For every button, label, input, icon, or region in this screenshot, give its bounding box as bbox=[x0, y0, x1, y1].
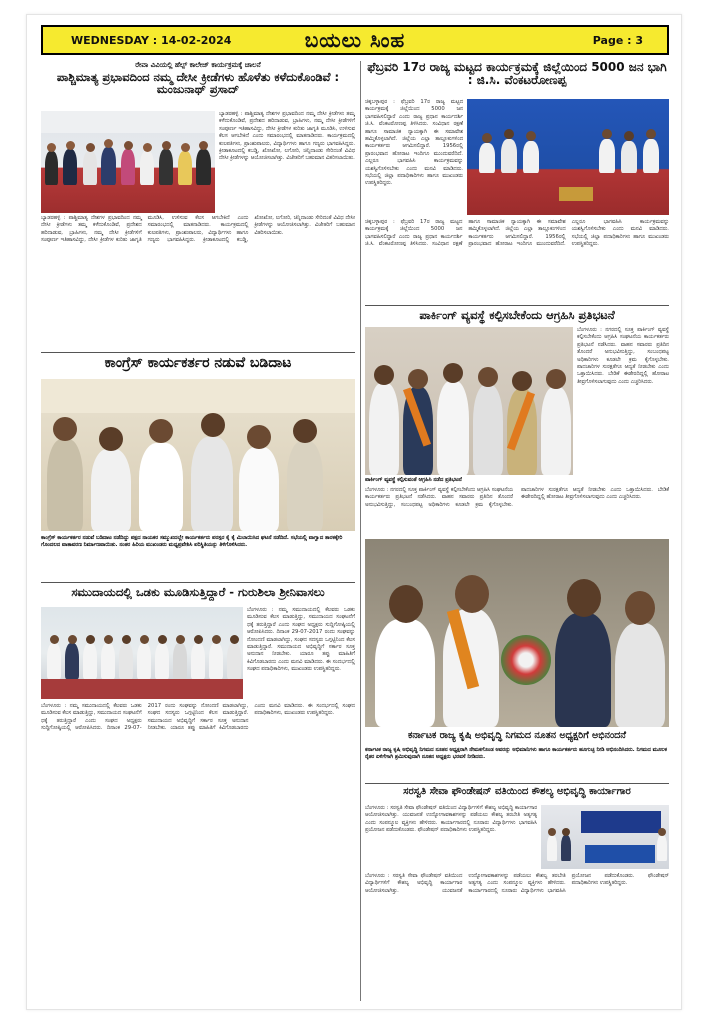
divider bbox=[365, 305, 669, 306]
article6-headline: ಕರ್ನಾಟಕ ರಾಜ್ಯ ಕೃಷಿ ಅಭಿವೃದ್ಧಿ ನಿಗಮದ ನೂತನ ಅಧ್ಯಕ್ಷರಿಗೆ ಅಭಿನಂದನೆ bbox=[408, 731, 626, 741]
article1-photo bbox=[41, 111, 215, 213]
article4-headline: ಫೆಬ್ರವರಿ 17ರ ರಾಜ್ಯ ಮಟ್ಟದ ಕಾರ್ಯಕ್ರಮಕ್ಕೆ ಜಿಲ್ಲೆಯಿಂದ 5000 ಜನ ಭಾಗಿ : ಜಿ.ಸಿ. ವೆಂಕಟರೋಣಪ್ಪ bbox=[367, 61, 667, 87]
article4-body: ಚಿಕ್ಕಬಳ್ಳಾಪುರ : ಫೆಬ್ರವರಿ 17ರ ರಾಜ್ಯ ಮಟ್ಟದ ಕಾರ್ಯಕ್ರಮಕ್ಕೆ ಜಿಲ್ಲೆಯಿಂದ 5000 ಜನ ಭಾಗವಹಿಸಲಿದ್ದಾರೆ ಎಂದು ರಾಜ್ಯ ಪ್ರಧಾನ ಕಾರ್ಯದರ್ಶಿ ಜಿ.ಸಿ. ವೆಂಕಟರೋಣಪ್ಪ ತಿಳಿಸಿದರು. ಸಂವಿಧಾನ ರಕ್ಷಣೆ ಹಾಗೂ ಸಾಮಾಜಿಕ ನ್ಯಾಯಕ್ಕಾಗಿ ಈ ಸಮಾವೇಶ ಹಮ್ಮಿಕೊಳ್ಳಲಾಗಿದೆ. ಜಿಲ್ಲೆಯ ಎಲ್ಲಾ ತಾಲ್ಲೂಕುಗಳಿಂದ ಕಾರ್ಯಕರ್ತರು ಆಗಮಿಸಲಿದ್ದಾರೆ. 1956ರಲ್ಲಿ ಪ್ರಾರಂಭವಾದ ಹೋರಾಟ ಇಂದಿಗೂ ಮುಂದುವರೆದಿದೆ. ಎಲ್ಲರೂ ಭಾಗವಹಿಸಿ ಕಾರ್ಯಕ್ರಮವನ್ನು ಯಶಸ್ವಿಗೊಳಿಸಬೇಕು ಎಂದು ಮನವಿ ಮಾಡಿದರು. ಸಭೆಯಲ್ಲಿ ಜಿಲ್ಲಾ ಪದಾಧಿಕಾರಿಗಳು ಹಾಗೂ ಮುಖಂಡರು ಉಪಸ್ಥಿತರಿದ್ದರು. bbox=[365, 219, 669, 248]
article5-caption: ಪಾರ್ಕಿಂಗ್ ವ್ಯವಸ್ಥೆ ಕಲ್ಪಿಸುವಂತೆ ಆಗ್ರಹಿಸಿ ನಡೆದ ಪ್ರತಿಭಟನೆ bbox=[365, 477, 462, 483]
article7-body: ಬೆಂಗಳೂರು : ಸರಸ್ವತಿ ಸೇವಾ ಫೌಂಡೇಷನ್ ವತಿಯಿಂದ ವಿದ್ಯಾರ್ಥಿಗಳಿಗೆ ಕೌಶಲ್ಯ ಅಭಿವೃದ್ಧಿ ಕಾರ್ಯಾಗಾರ ಆಯೋಜಿಸಲಾಗಿತ್ತು. ಯುವಜನತೆ ಉದ್ಯೋಗಾವಕಾಶಗಳನ್ನು ಪಡೆಯಲು ಕೌಶಲ್ಯ ತರಬೇತಿ ಅತ್ಯಗತ್ಯ ಎಂದು ಸಂಪನ್ಮೂಲ ವ್ಯಕ್ತಿಗಳು ಹೇಳಿದರು. ಕಾರ್ಯಾಗಾರದಲ್ಲಿ ನೂರಾರು ವಿದ್ಯಾರ್ಥಿಗಳು ಭಾಗವಹಿಸಿ ಪ್ರಯೋಜನ ಪಡೆದುಕೊಂಡರು. ಫೌಂಡೇಷನ್ ಪದಾಧಿಕಾರಿಗಳು ಉಪಸ್ಥಿತರಿದ್ದರು. bbox=[365, 873, 669, 894]
article3-headline: ಸಮುದಾಯದಲ್ಲಿ ಒಡಕು ಮೂಡಿಸುತ್ತಿದ್ದಾರೆ - ಗುರುಶಿಲಾ ಶ್ರೀನಿವಾಸಲು bbox=[71, 586, 325, 599]
masthead-date: WEDNESDAY : 14-02-2024 bbox=[71, 34, 232, 47]
article1-body: ಬ್ಯಾಡರಹಳ್ಳಿ : ಪಾಶ್ಚಿಮಾತ್ಯ ದೇಶಗಳ ಪ್ರಭಾವದಿಂದ ನಮ್ಮ ದೇಸೀ ಕ್ರೀಡೆಗಳು ತಮ್ಮ ಕಳೆದುಕೊಂಡಿವೆ, ಪ್ರದೇಶದ ಹರಿದಾಡುವ, ಬ್ರಾಹಿಗಳು, ನಮ್ಮ ದೇಸೀ ಕ್ರೀಡೆಗಳಿಗೆ ಸಂಪೂರ್ಣ ಇತಿಹಾಸವಿದ್ದು, ದೇಸೀ ಕ್ರೀಡೆಗಳ ಕುರಿತು ಜಾಗೃತಿ ಮೂಡಿಸಿ, ಉಳಿಸುವ ಕೆಲಸ ಆಗಬೇಕಿದೆ ಎಂದು ಸಮಾರಂಭದಲ್ಲಿ ಮಾತನಾಡಿದರು. ಕಾರ್ಯಕ್ರಮದಲ್ಲಿ ಕುಲಪತಿಗಳು, ಪ್ರಾಂಶುಪಾಲರು, ವಿದ್ಯಾರ್ಥಿಗಳು ಹಾಗೂ ಗಣ್ಯರು ಭಾಗವಹಿಸಿದ್ದರು. ಕ್ರೀಡಾಕೂಟದಲ್ಲಿ ಕಬಡ್ಡಿ, ಖೋಖೋ, ಲಗೋರಿ, ಚಿನ್ನಿದಾಂಡು ಸೇರಿದಂತೆ ವಿವಿಧ ದೇಸೀ ಕ್ರೀಡೆಗಳನ್ನು ಆಯೋಜಿಸಲಾಗಿತ್ತು. ವಿಜೇತರಿಗೆ ಬಹುಮಾನ ವಿತರಿಸಲಾಯಿತು. bbox=[41, 215, 355, 244]
article3-photo bbox=[41, 607, 243, 699]
article2-caption: ಕಾಂಗ್ರೆಸ್ ಕಾರ್ಯಕರ್ತರ ನಡುವೆ ಬಡಿದಾಟ ನಡೆದಿದ್ದು ಪಕ್ಷದ ನಾಯಕರ ಸಮ್ಮುಖದಲ್ಲೇ ಕಾರ್ಯಕರ್ತರು ಪರಸ್ಪರ ಕೈ ಕೈ ಮಿಲಾಯಿಸಿದ ಘಟನೆ ನಡೆದಿದೆ. ಸಭೆಯಲ್ಲಿ ವಾಗ್ವಾದ ತಾರಕಕ್ಕೇರಿ ಗೊಂದಲದ ವಾತಾವರಣ ನಿರ್ಮಾಣವಾಯಿತು. ನಂತರ ಹಿರಿಯ ಮುಖಂಡರು ಮಧ್ಯಪ್ರವೇಶಿಸಿ ಪರಿಸ್ಥಿತಿಯನ್ನು ತಿಳಿಗೊಳಿಸಿದರು. bbox=[41, 535, 343, 548]
divider bbox=[41, 352, 355, 353]
article7-body-left: ಬೆಂಗಳೂರು : ಸರಸ್ವತಿ ಸೇವಾ ಫೌಂಡೇಷನ್ ವತಿಯಿಂದ ವಿದ್ಯಾರ್ಥಿಗಳಿಗೆ ಕೌಶಲ್ಯ ಅಭಿವೃದ್ಧಿ ಕಾರ್ಯಾಗಾರ ಆಯೋಜಿಸಲಾಗಿತ್ತು. ಯುವಜನತೆ ಉದ್ಯೋಗಾವಕಾಶಗಳನ್ನು ಪಡೆಯಲು ಕೌಶಲ್ಯ ತರಬೇತಿ ಅತ್ಯಗತ್ಯ ಎಂದು ಸಂಪನ್ಮೂಲ ವ್ಯಕ್ತಿಗಳು ಹೇಳಿದರು. ಕಾರ್ಯಾಗಾರದಲ್ಲಿ ನೂರಾರು ವಿದ್ಯಾರ್ಥಿಗಳು ಭಾಗವಹಿಸಿ ಪ್ರಯೋಜನ ಪಡೆದುಕೊಂಡರು. ಫೌಂಡೇಷನ್ ಪದಾಧಿಕಾರಿಗಳು ಉಪಸ್ಥಿತರಿದ್ದರು. bbox=[365, 805, 537, 834]
newspaper-page bbox=[26, 14, 682, 1010]
article6-body: ಕರ್ನಾಟಕ ರಾಜ್ಯ ಕೃಷಿ ಅಭಿವೃದ್ಧಿ ನಿಗಮದ ನೂತನ ಅಧ್ಯಕ್ಷರಾಗಿ ನೇಮಕಗೊಂಡ ಅವರನ್ನು ಅಭಿಮಾನಿಗಳು ಹಾಗೂ ಕಾರ್ಯಕರ್ತರು ಹೂಗುಚ್ಛ ನೀಡಿ ಅಭಿನಂದಿಸಿದರು. ನಿಗಮದ ಮೂಲಕ ರೈತರ ಏಳಿಗೆಗಾಗಿ ಶ್ರಮಿಸುವುದಾಗಿ ನೂತನ ಅಧ್ಯಕ್ಷರು ಭರವಸೆ ನೀಡಿದರು. bbox=[365, 747, 667, 760]
article3-body: ಬೆಂಗಳೂರು : ನಮ್ಮ ಸಮುದಾಯದಲ್ಲಿ ಕೆಲವರು ಒಡಕು ಮೂಡಿಸುವ ಕೆಲಸ ಮಾಡುತ್ತಿದ್ದು, ಸಮುದಾಯದ ಸಂಘಟನೆಗೆ ಧಕ್ಕೆ ತರುತ್ತಿದ್ದಾರೆ ಎಂದು ಸಂಘದ ಅಧ್ಯಕ್ಷರು ಸುದ್ದಿಗೋಷ್ಠಿಯಲ್ಲಿ ಆರೋಪಿಸಿದರು. ದಿನಾಂಕ 29-07-2017 ರಂದು ಸಂಘವನ್ನು ನೋಂದಣಿ ಮಾಡಲಾಗಿದ್ದು, ಸಂಘದ ಸದಸ್ಯರು ಒಗ್ಗಟ್ಟಿನಿಂದ ಕೆಲಸ ಮಾಡುತ್ತಿದ್ದಾರೆ. ಸಮುದಾಯದ ಅಭಿವೃದ್ಧಿಗೆ ಸರ್ಕಾರ ಸೂಕ್ತ ಅನುದಾನ ನೀಡಬೇಕು. ಯಾರೂ ತಪ್ಪು ಮಾಹಿತಿಗೆ ಕಿವಿಗೊಡಬಾರದು ಎಂದು ಮನವಿ ಮಾಡಿದರು. ಈ ಸಂದರ್ಭದಲ್ಲಿ ಸಂಘದ ಪದಾಧಿಕಾರಿಗಳು, ಮುಖಂಡರು ಉಪಸ್ಥಿತರಿದ್ದರು. bbox=[41, 703, 355, 732]
divider bbox=[41, 582, 355, 583]
article1-kicker: ರೇವಾ ವಿವಿಯಲ್ಲಿ ಹೆಲ್ಪ್ ಕಾಲೇಜ್ ಕಾರ್ಯಕ್ರಮಕ್ಕೆ ಚಾಲನೆ bbox=[135, 61, 261, 69]
column-divider bbox=[360, 61, 361, 1001]
article7-photo bbox=[541, 805, 669, 869]
article5-body: ಬೆಂಗಳೂರು : ನಗರದಲ್ಲಿ ಸೂಕ್ತ ಪಾರ್ಕಿಂಗ್ ವ್ಯವಸ್ಥೆ ಕಲ್ಪಿಸಬೇಕೆಂದು ಆಗ್ರಹಿಸಿ ಸಂಘಟನೆಯ ಕಾರ್ಯಕರ್ತರು ಪ್ರತಿಭಟನೆ ನಡೆಸಿದರು. ವಾಹನ ಸವಾರರು ಪ್ರತಿದಿನ ತೊಂದರೆ ಅನುಭವಿಸುತ್ತಿದ್ದು, ಸಂಬಂಧಪಟ್ಟ ಅಧಿಕಾರಿಗಳು ಕೂಡಲೇ ಕ್ರಮ ಕೈಗೊಳ್ಳಬೇಕು. ಪಾದಚಾರಿಗಳ ಸುರಕ್ಷತೆಗೂ ಆದ್ಯತೆ ನೀಡಬೇಕು ಎಂದು ಒತ್ತಾಯಿಸಿದರು. ಬೇಡಿಕೆ ಈಡೇರದಿದ್ದಲ್ಲಿ ಹೋರಾಟ ತೀವ್ರಗೊಳಿಸಲಾಗುವುದು ಎಂದು ಎಚ್ಚರಿಸಿದರು. bbox=[365, 487, 669, 508]
masthead-title: ಬಯಲು ಸಿಂಹ bbox=[304, 28, 406, 52]
page-number: Page : 3 bbox=[592, 34, 643, 47]
article5-photo bbox=[365, 327, 573, 475]
article1-headline: ಪಾಶ್ಚಿಮಾತ್ಯ ಪ್ರಭಾವದಿಂದ ನಮ್ಮ ದೇಸೀ ಕ್ರೀಡೆಗಳು ಹೊಳೆತು ಕಳೆದುಕೊಂಡಿವೆ : ಮಂಜುನಾಥ್ ಪ್ರಸಾದ್ bbox=[56, 71, 340, 97]
article4-body-left: ಚಿಕ್ಕಬಳ್ಳಾಪುರ : ಫೆಬ್ರವರಿ 17ರ ರಾಜ್ಯ ಮಟ್ಟದ ಕಾರ್ಯಕ್ರಮಕ್ಕೆ ಜಿಲ್ಲೆಯಿಂದ 5000 ಜನ ಭಾಗವಹಿಸಲಿದ್ದಾರೆ ಎಂದು ರಾಜ್ಯ ಪ್ರಧಾನ ಕಾರ್ಯದರ್ಶಿ ಜಿ.ಸಿ. ವೆಂಕಟರೋಣಪ್ಪ ತಿಳಿಸಿದರು. ಸಂವಿಧಾನ ರಕ್ಷಣೆ ಹಾಗೂ ಸಾಮಾಜಿಕ ನ್ಯಾಯಕ್ಕಾಗಿ ಈ ಸಮಾವೇಶ ಹಮ್ಮಿಕೊಳ್ಳಲಾಗಿದೆ. ಜಿಲ್ಲೆಯ ಎಲ್ಲಾ ತಾಲ್ಲೂಕುಗಳಿಂದ ಕಾರ್ಯಕರ್ತರು ಆಗಮಿಸಲಿದ್ದಾರೆ. 1956ರಲ್ಲಿ ಪ್ರಾರಂಭವಾದ ಹೋರಾಟ ಇಂದಿಗೂ ಮುಂದುವರೆದಿದೆ. ಎಲ್ಲರೂ ಭಾಗವಹಿಸಿ ಕಾರ್ಯಕ್ರಮವನ್ನು ಯಶಸ್ವಿಗೊಳಿಸಬೇಕು ಎಂದು ಮನವಿ ಮಾಡಿದರು. ಸಭೆಯಲ್ಲಿ ಜಿಲ್ಲಾ ಪದಾಧಿಕಾರಿಗಳು ಹಾಗೂ ಮುಖಂಡರು ಉಪಸ್ಥಿತರಿದ್ದರು. bbox=[365, 99, 463, 187]
masthead bbox=[41, 25, 669, 55]
article1-body-right: ಬ್ಯಾಡರಹಳ್ಳಿ : ಪಾಶ್ಚಿಮಾತ್ಯ ದೇಶಗಳ ಪ್ರಭಾವದಿಂದ ನಮ್ಮ ದೇಸೀ ಕ್ರೀಡೆಗಳು ತಮ್ಮ ಕಳೆದುಕೊಂಡಿವೆ, ಪ್ರದೇಶದ ಹರಿದಾಡುವ, ಬ್ರಾಹಿಗಳು, ನಮ್ಮ ದೇಸೀ ಕ್ರೀಡೆಗಳಿಗೆ ಸಂಪೂರ್ಣ ಇತಿಹಾಸವಿದ್ದು, ದೇಸೀ ಕ್ರೀಡೆಗಳ ಕುರಿತು ಜಾಗೃತಿ ಮೂಡಿಸಿ, ಉಳಿಸುವ ಕೆಲಸ ಆಗಬೇಕಿದೆ ಎಂದು ಸಮಾರಂಭದಲ್ಲಿ ಮಾತನಾಡಿದರು. ಕಾರ್ಯಕ್ರಮದಲ್ಲಿ ಕುಲಪತಿಗಳು, ಪ್ರಾಂಶುಪಾಲರು, ವಿದ್ಯಾರ್ಥಿಗಳು ಹಾಗೂ ಗಣ್ಯರು ಭಾಗವಹಿಸಿದ್ದರು. ಕ್ರೀಡಾಕೂಟದಲ್ಲಿ ಕಬಡ್ಡಿ, ಖೋಖೋ, ಲಗೋರಿ, ಚಿನ್ನಿದಾಂಡು ಸೇರಿದಂತೆ ವಿವಿಧ ದೇಸೀ ಕ್ರೀಡೆಗಳನ್ನು ಆಯೋಜಿಸಲಾಗಿತ್ತು. ವಿಜೇತರಿಗೆ ಬಹುಮಾನ ವಿತರಿಸಲಾಯಿತು. bbox=[219, 111, 355, 162]
article4-photo bbox=[467, 99, 669, 215]
stage-banner bbox=[581, 811, 661, 833]
article5-headline: ಪಾರ್ಕಿಂಗ್ ವ್ಯವಸ್ಥೆ ಕಲ್ಪಿಸಬೇಕೆಂದು ಆಗ್ರಹಿಸಿ ಪ್ರತಿಭಟನೆ bbox=[419, 309, 615, 322]
article5-body-right: ಬೆಂಗಳೂರು : ನಗರದಲ್ಲಿ ಸೂಕ್ತ ಪಾರ್ಕಿಂಗ್ ವ್ಯವಸ್ಥೆ ಕಲ್ಪಿಸಬೇಕೆಂದು ಆಗ್ರಹಿಸಿ ಸಂಘಟನೆಯ ಕಾರ್ಯಕರ್ತರು ಪ್ರತಿಭಟನೆ ನಡೆಸಿದರು. ವಾಹನ ಸವಾರರು ಪ್ರತಿದಿನ ತೊಂದರೆ ಅನುಭವಿಸುತ್ತಿದ್ದು, ಸಂಬಂಧಪಟ್ಟ ಅಧಿಕಾರಿಗಳು ಕೂಡಲೇ ಕ್ರಮ ಕೈಗೊಳ್ಳಬೇಕು. ಪಾದಚಾರಿಗಳ ಸುರಕ್ಷತೆಗೂ ಆದ್ಯತೆ ನೀಡಬೇಕು ಎಂದು ಒತ್ತಾಯಿಸಿದರು. ಬೇಡಿಕೆ ಈಡೇರದಿದ್ದಲ್ಲಿ ಹೋರಾಟ ತೀವ್ರಗೊಳಿಸಲಾಗುವುದು ಎಂದು ಎಚ್ಚರಿಸಿದರು. bbox=[577, 327, 669, 385]
article3-body-right: ಬೆಂಗಳೂರು : ನಮ್ಮ ಸಮುದಾಯದಲ್ಲಿ ಕೆಲವರು ಒಡಕು ಮೂಡಿಸುವ ಕೆಲಸ ಮಾಡುತ್ತಿದ್ದು, ಸಮುದಾಯದ ಸಂಘಟನೆಗೆ ಧಕ್ಕೆ ತರುತ್ತಿದ್ದಾರೆ ಎಂದು ಸಂಘದ ಅಧ್ಯಕ್ಷರು ಸುದ್ದಿಗೋಷ್ಠಿಯಲ್ಲಿ ಆರೋಪಿಸಿದರು. ದಿನಾಂಕ 29-07-2017 ರಂದು ಸಂಘವನ್ನು ನೋಂದಣಿ ಮಾಡಲಾಗಿದ್ದು, ಸಂಘದ ಸದಸ್ಯರು ಒಗ್ಗಟ್ಟಿನಿಂದ ಕೆಲಸ ಮಾಡುತ್ತಿದ್ದಾರೆ. ಸಮುದಾಯದ ಅಭಿವೃದ್ಧಿಗೆ ಸರ್ಕಾರ ಸೂಕ್ತ ಅನುದಾನ ನೀಡಬೇಕು. ಯಾರೂ ತಪ್ಪು ಮಾಹಿತಿಗೆ ಕಿವಿಗೊಡಬಾರದು ಎಂದು ಮನವಿ ಮಾಡಿದರು. ಈ ಸಂದರ್ಭದಲ್ಲಿ ಸಂಘದ ಪದಾಧಿಕಾರಿಗಳು, ಮುಖಂಡರು ಉಪಸ್ಥಿತರಿದ್ದರು. bbox=[247, 607, 355, 673]
divider bbox=[365, 783, 669, 784]
article2-headline: ಕಾಂಗ್ರೆಸ್ ಕಾರ್ಯಕರ್ತರ ನಡುವೆ ಬಡಿದಾಟ bbox=[104, 356, 292, 371]
article6-photo bbox=[365, 539, 669, 727]
article7-headline: ಸರಸ್ವತಿ ಸೇವಾ ಫೌಂಡೇಷನ್ ವತಿಯಿಂದ ಕೌಶಲ್ಯ ಅಭಿವೃದ್ಧಿ ಕಾರ್ಯಾಗಾರ bbox=[403, 787, 631, 797]
article2-photo bbox=[41, 379, 355, 531]
